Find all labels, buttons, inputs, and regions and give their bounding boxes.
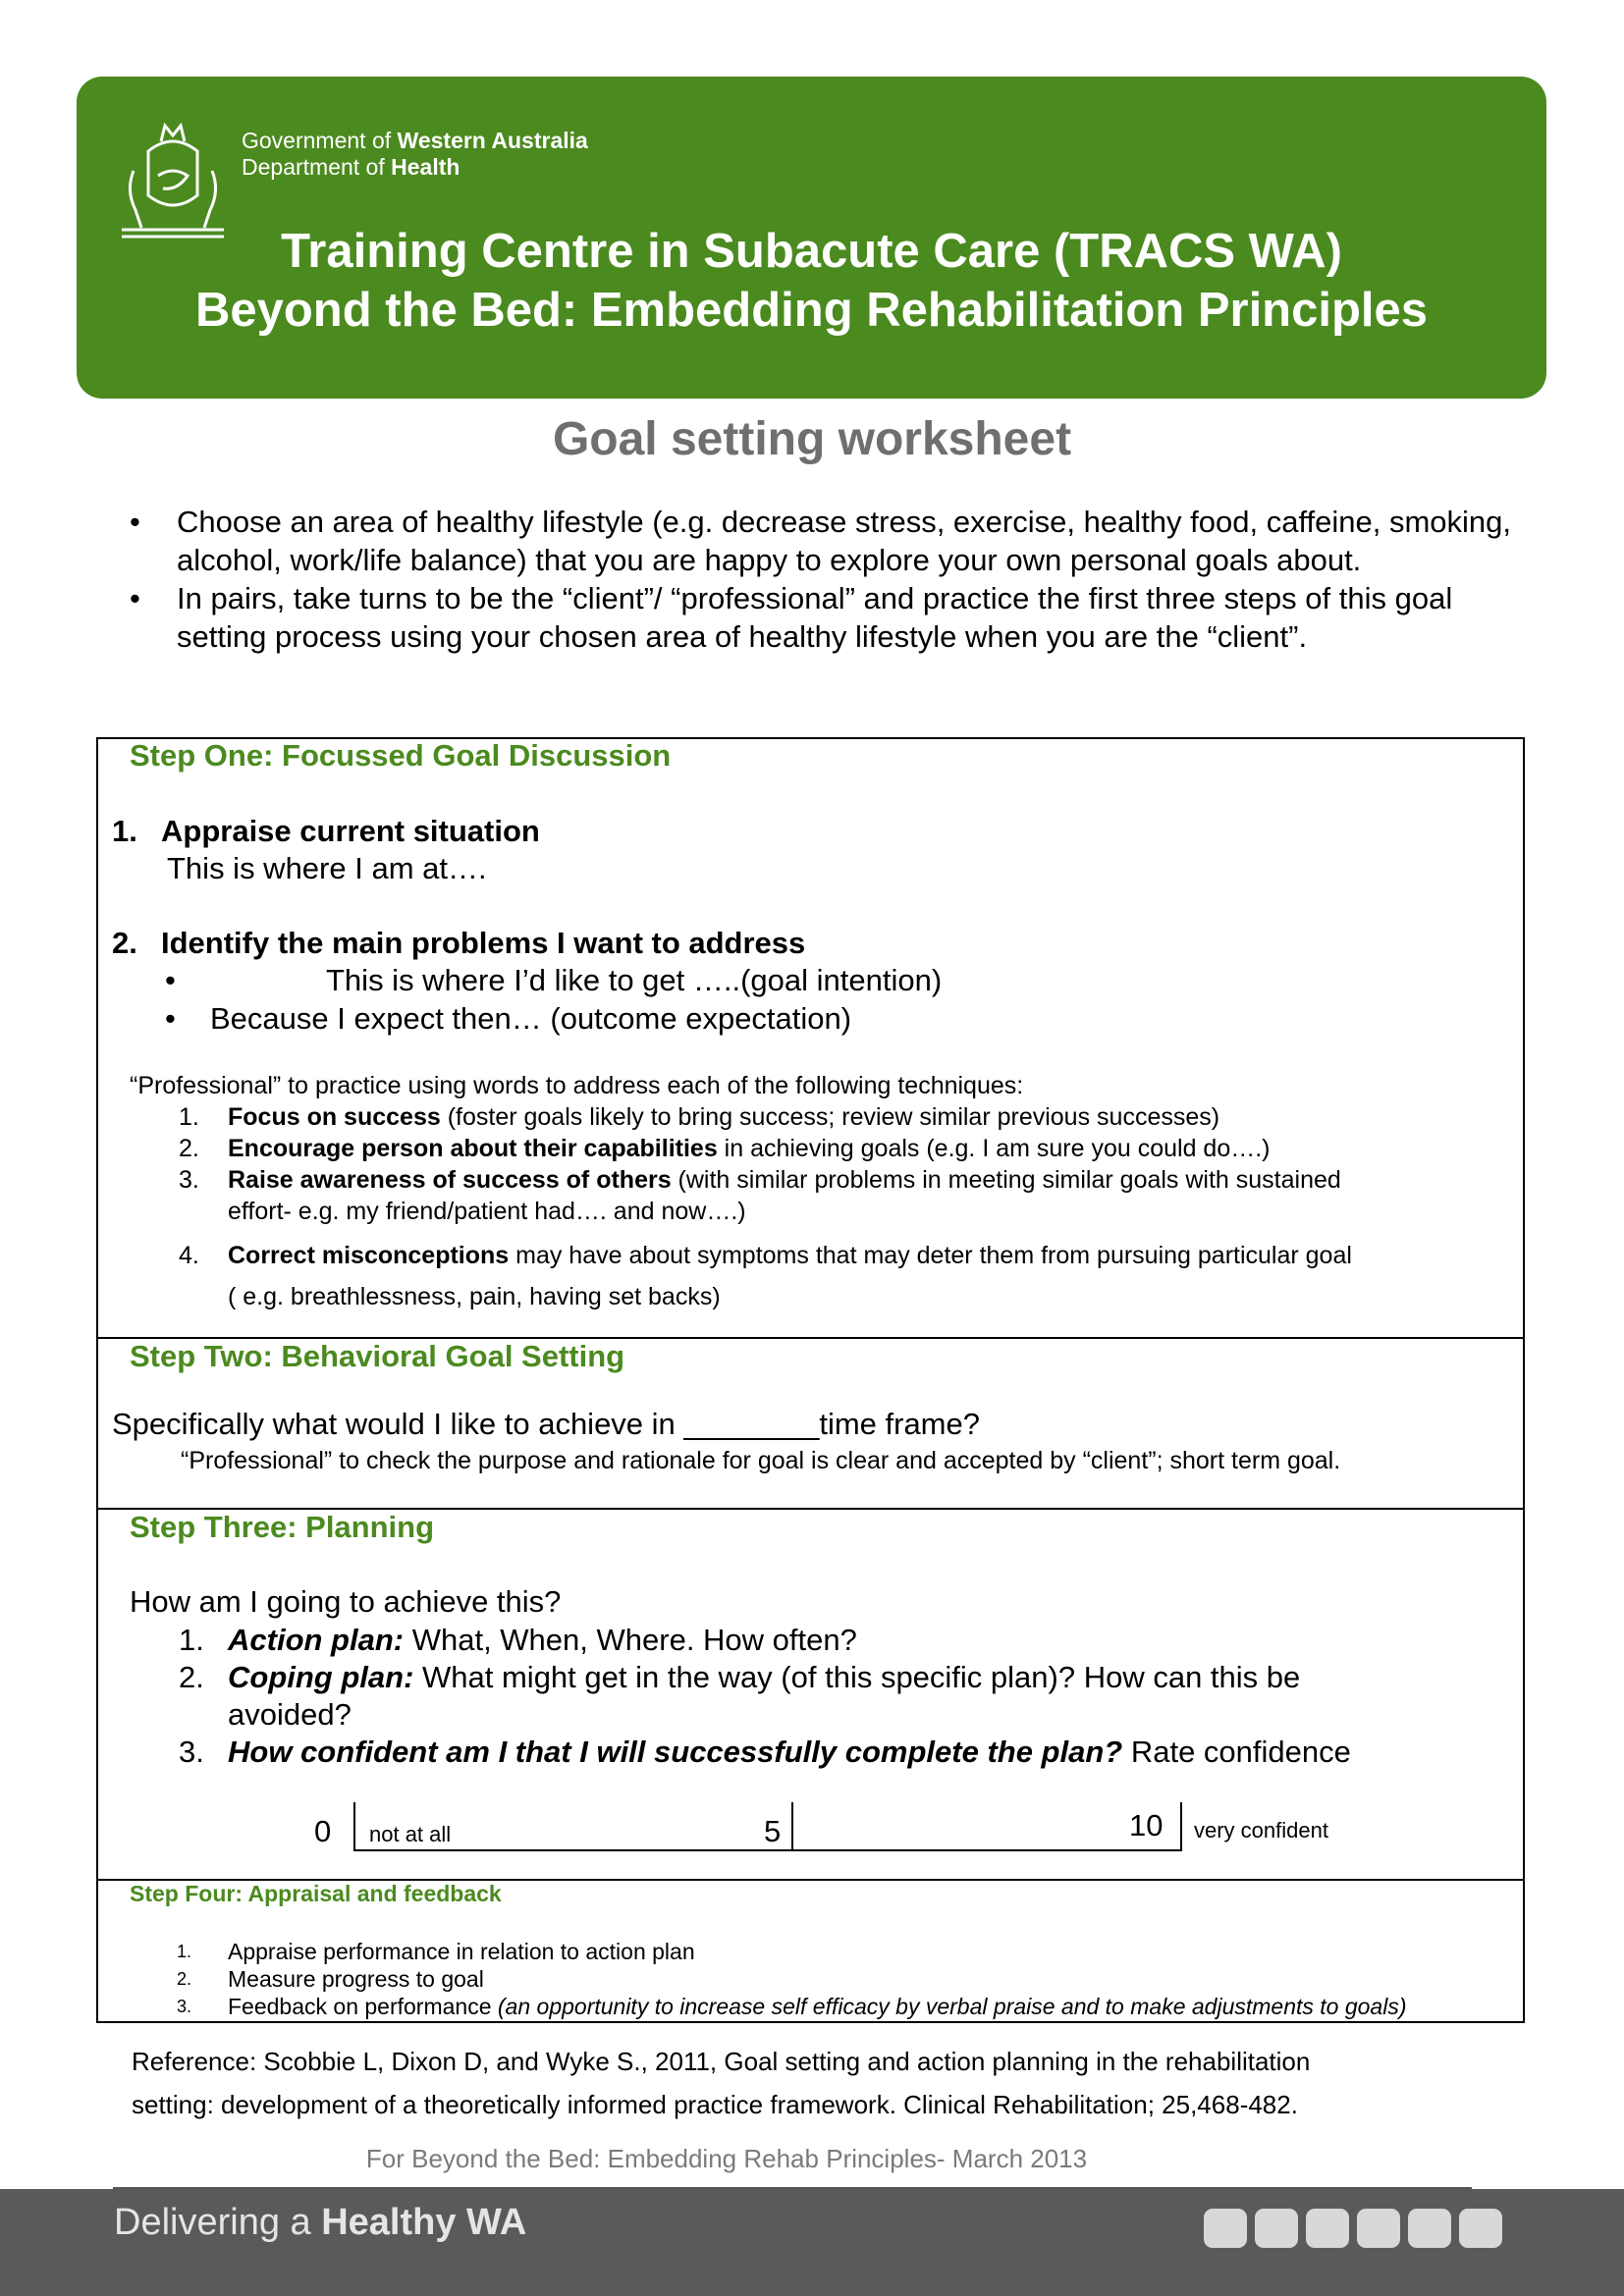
government-name: Government of Western Australia Department of Health [242, 128, 588, 180]
appraise-heading: Appraise current situation [161, 814, 540, 848]
planning-list [179, 1622, 1514, 1771]
list-item: 3. Feedback on performance (an opportunity to increase self efficacy by verbal praise and to make adjustments to goals) [177, 1994, 1407, 2019]
header-title: Training Centre in Subacute Care (TRACS WA) Beyond the Bed: Embedding Rehabilitation Principles [194, 225, 1429, 337]
step-one-item-number: 1. [112, 814, 137, 848]
header-banner [77, 77, 1546, 399]
appraise-text: This is where I am at…. [167, 851, 487, 885]
list-item: 3. How confident am I that I will successfully complete the plan? Rate confidence [179, 1735, 1351, 1769]
wa-coat-of-arms-icon [114, 112, 232, 240]
intro-list [130, 503, 1524, 656]
scale-line [353, 1849, 1182, 1851]
outcome-expectation-text: Because I expect then… (outcome expectation) [210, 1001, 852, 1036]
list-item: 2. Measure progress to goal [177, 1966, 484, 1992]
scale-min-label: not at all [369, 1822, 452, 1846]
list-item: 1. Appraise performance in relation to action plan [177, 1939, 695, 1964]
scale-min: 0 [314, 1814, 332, 1848]
decorative-square-icon [1357, 2209, 1400, 2248]
scale-tick [353, 1802, 355, 1851]
list-item: 1. Focus on success (foster goals likely to bring success; review similar previous successes) [179, 1103, 1220, 1131]
decorative-square-icon [1459, 2209, 1502, 2248]
list-item: 2. Coping plan: What might get in the way (of this specific plan)? How can this be avoided? [179, 1660, 1301, 1732]
techniques-list [179, 1101, 1514, 1317]
scale-mid: 5 [764, 1814, 782, 1848]
decorative-square-icon [1306, 2209, 1349, 2248]
step-two-title: Step Two: Behavioral Goal Setting [130, 1339, 625, 1373]
list-item: • In pairs, take turns to be the “client”/ “professional” and practice the first three steps of this goal setting process using your chosen area of healthy lifestyle when you are the “client”. [130, 581, 1453, 654]
list-item: • Choose an area of healthy lifestyle (e.g. decrease stress, exercise, healthy food, caffeine, smoking, alcohol, work/life balance) that you are happy to explore your own personal goals about. [130, 505, 1512, 577]
scale-max: 10 [1129, 1808, 1164, 1842]
worksheet-title: Goal setting worksheet [552, 413, 1072, 465]
footer-note: For Beyond the Bed: Embedding Rehab Principles- March 2013 [365, 2144, 1088, 2173]
scale-max-label: very confident [1194, 1818, 1328, 1842]
goal-intention-text: This is where I’d like to get …..(goal intention) [326, 963, 943, 997]
step-three-title: Step Three: Planning [130, 1510, 435, 1544]
reference-text: Reference: Scobbie L, Dixon D, and Wyke S., 2011, Goal setting and action planning in the rehabilitation setting: development of a theoretically informed practice framework. Clinical Rehabilitation; 25,468-482. [132, 2047, 1311, 2119]
professional-instruction: “Professional” to practice using words to address each of the following techniques: [130, 1072, 1024, 1099]
list-item: 2. Encourage person about their capabilities in achieving goals (e.g. I am sure you could do….) [179, 1135, 1271, 1162]
scale-tick [1180, 1802, 1182, 1851]
list-item: 4. Correct misconceptions may have about symptoms that may deter them from pursuing particular goal ( e.g. breathlessness, pain, having set backs) [179, 1242, 1352, 1310]
step-four-title: Step Four: Appraisal and feedback [130, 1881, 502, 1906]
step-one-title: Step One: Focussed Goal Discussion [130, 738, 672, 773]
identify-heading: Identify the main problems I want to address [161, 926, 806, 960]
appraisal-list [177, 1938, 1532, 2020]
decorative-square-icon [1255, 2209, 1298, 2248]
bullet-icon: • [165, 963, 176, 997]
scale-tick [791, 1802, 793, 1851]
decorative-square-icon [1408, 2209, 1451, 2248]
professional-check-note: “Professional” to check the purpose and rationale for goal is clear and accepted by “client”; short term goal. [181, 1447, 1341, 1474]
bullet-icon: • [165, 1001, 176, 1036]
list-item: 1. Action plan: What, When, Where. How often? [179, 1623, 857, 1657]
decorative-square-icon [1204, 2209, 1247, 2248]
list-item: 3. Raise awareness of success of others (with similar problems in meeting similar goals with sustained effort- e.g. my friend/patient had…. and now….) [179, 1166, 1341, 1225]
timeframe-question: Specifically what would I like to achieve in ________time frame? [112, 1407, 980, 1441]
planning-question: How am I going to achieve this? [130, 1584, 562, 1619]
step-one-item-number: 2. [112, 926, 137, 960]
slogan: Delivering a Healthy WA [114, 2202, 527, 2243]
